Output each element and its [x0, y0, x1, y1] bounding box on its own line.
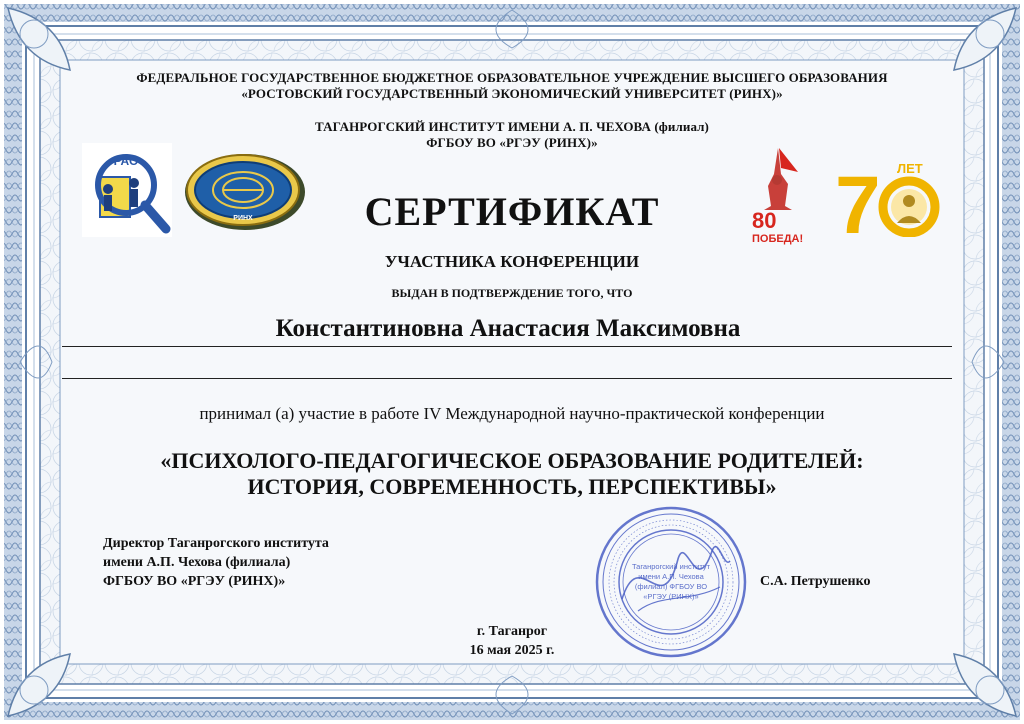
participation-text: принимал (а) участие в работе IV Международной научно-практической конференции [199, 404, 825, 423]
signatory-name: С.А. Петрушенко [760, 574, 871, 589]
certificate-subtitle: УЧАСТНИКА КОНФЕРЕНЦИИ [384, 252, 640, 271]
signatory-position-3: ФГБОУ ВО «РГЭУ (РИНХ)» [103, 574, 286, 589]
city: г. Таганрог [476, 624, 548, 639]
blank-underline [62, 378, 952, 379]
conference-title-line-1: «ПСИХОЛОГО-ПЕДАГОГИЧЕСКОЕ ОБРАЗОВАНИЕ РОДИТЕЛЕЙ: [160, 448, 864, 473]
org-line-2: «РОСТОВСКИЙ ГОСУДАРСТВЕННЫЙ ЭКОНОМИЧЕСКИЙ УНИВЕРСИТЕТ (РИНХ)» [241, 86, 783, 101]
victory-number: 80 [752, 208, 777, 233]
stamp-line-4: «РГЭУ (РИНХ)» [643, 592, 699, 601]
rgeu-logo-label: РИНХ [233, 215, 253, 222]
anniversary-text: ЛЕТ [897, 161, 923, 176]
signatory-position-2: имени А.П. Чехова (филиала) [103, 555, 291, 570]
conference-title-line-2: ИСТОРИЯ, СОВРЕМЕННОСТЬ, ПЕРСПЕКТИВЫ» [247, 474, 777, 499]
recipient-name: Константиновна Анастасия Максимовна [275, 315, 741, 342]
issue-date: 16 мая 2025 г. [469, 643, 555, 658]
recipient-underline [62, 346, 952, 347]
rao-logo-label: РАО [113, 154, 139, 168]
stamp-line-2: имени А.П. Чехова [638, 572, 704, 581]
stamp-line-1: Таганрогский институт [631, 562, 711, 571]
institute-line-2: ФГБОУ ВО «РГЭУ (РИНХ)» [426, 135, 598, 150]
issued-statement: ВЫДАН В ПОДТВЕРЖДЕНИЕ ТОГО, ЧТО [391, 286, 633, 300]
signatory-position-1: Директор Таганрогского института [103, 536, 329, 551]
victory-text: ПОБЕДА! [752, 233, 804, 245]
certificate-title: СЕРТИФИКАТ [364, 189, 660, 234]
stamp-line-3: (филиал) ФГБОУ ВО [634, 582, 708, 591]
institute-line-1: ТАГАНРОГСКИЙ ИНСТИТУТ ИМЕНИ А. П. ЧЕХОВА (филиал) [315, 119, 709, 134]
anniversary-number: 7 [835, 161, 881, 237]
org-line-1: ФЕДЕРАЛЬНОЕ ГОСУДАРСТВЕННОЕ БЮДЖЕТНОЕ ОБРАЗОВАТЕЛЬНОЕ УЧРЕЖДЕНИЕ ВЫСШЕГО ОБРАЗОВАНИЯ [136, 70, 888, 85]
